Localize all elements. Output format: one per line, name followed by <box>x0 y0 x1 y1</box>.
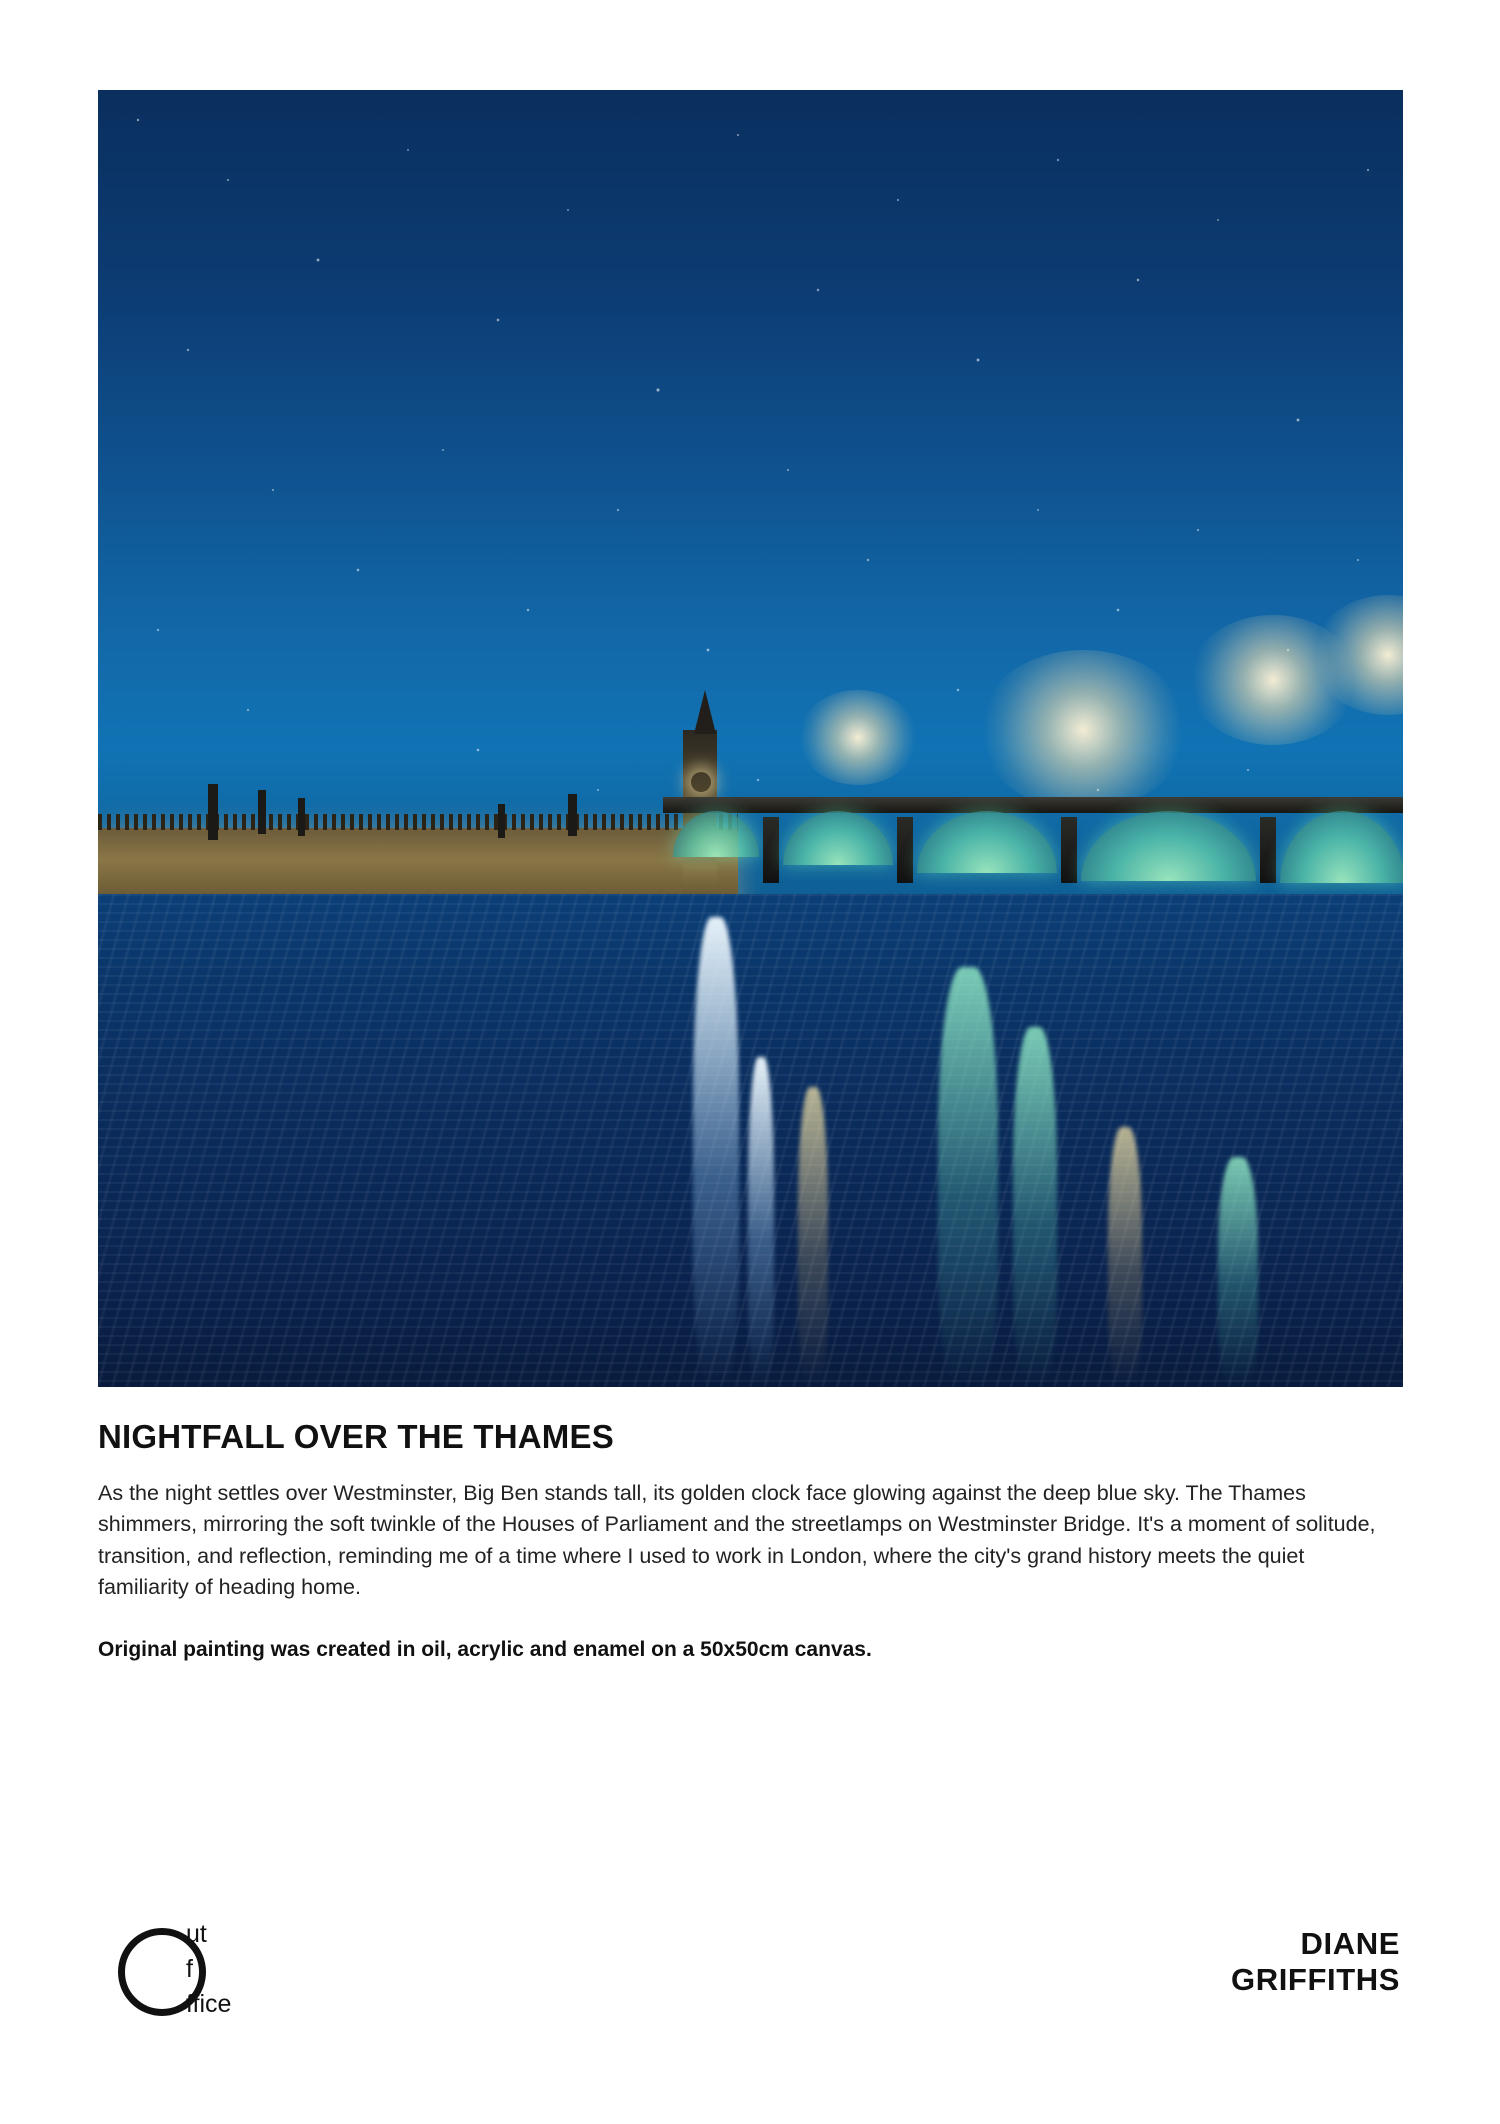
medium-note: Original painting was created in oil, acrylic and enamel on a 50x50cm canvas. <box>98 1637 872 1661</box>
artwork-description-block <box>98 1418 1403 1662</box>
light-reflection <box>1218 1157 1258 1387</box>
bridge-arch <box>673 811 759 857</box>
bridge-arch <box>917 811 1057 873</box>
logo-line-1: ut <box>186 1920 207 1948</box>
out-of-office-logo <box>104 1898 324 2028</box>
artist-signature <box>1231 1926 1400 1999</box>
artist-first-name: DIANE <box>1300 1926 1400 1961</box>
light-reflection <box>1108 1127 1142 1387</box>
parliament-spire <box>258 790 266 834</box>
bridge-pier <box>763 817 779 883</box>
light-reflection <box>693 917 739 1387</box>
artwork-canvas <box>98 90 1403 1387</box>
page-title: NIGHTFALL OVER THE THAMES <box>98 1418 614 1455</box>
bridge-arch <box>783 811 893 865</box>
bridge-arch <box>1081 811 1256 881</box>
bridge-pier <box>1260 817 1276 883</box>
description-text: As the night settles over Westminster, Big Ben stands tall, its golden clock face glowing against the deep blue sky. The Thames shimmers, mirroring the soft twinkle of the Houses of Parliament and the streetlamps on Westminster Bridge. It's a moment of solitude, transition, and reflection, reminding me of a time where I used to work in London, where the city's grand history meets the quiet familiarity of heading home. <box>98 1481 1376 1600</box>
bridge-pier <box>897 817 913 883</box>
westminster-bridge <box>663 797 1403 907</box>
logo-line-3: ffice <box>186 1990 232 2018</box>
light-reflection <box>938 967 998 1387</box>
light-reflection <box>1013 1027 1057 1387</box>
light-reflection <box>748 1057 774 1387</box>
victoria-tower-spire <box>208 784 218 840</box>
parliament-spire <box>298 798 305 836</box>
artist-last-name: GRIFFITHS <box>1231 1962 1400 1998</box>
parliament-spire <box>568 794 577 836</box>
page-footer <box>0 1898 1500 2038</box>
clock-face-icon <box>691 772 711 792</box>
artwork-image <box>98 90 1403 1387</box>
big-ben-spire <box>694 690 716 734</box>
bridge-pier <box>1061 817 1077 883</box>
bridge-arch <box>1280 811 1403 883</box>
parliament-spire <box>498 804 505 838</box>
light-reflection <box>798 1087 828 1387</box>
logo-line-2: f <box>186 1955 193 1983</box>
bridge-deck <box>663 797 1403 813</box>
